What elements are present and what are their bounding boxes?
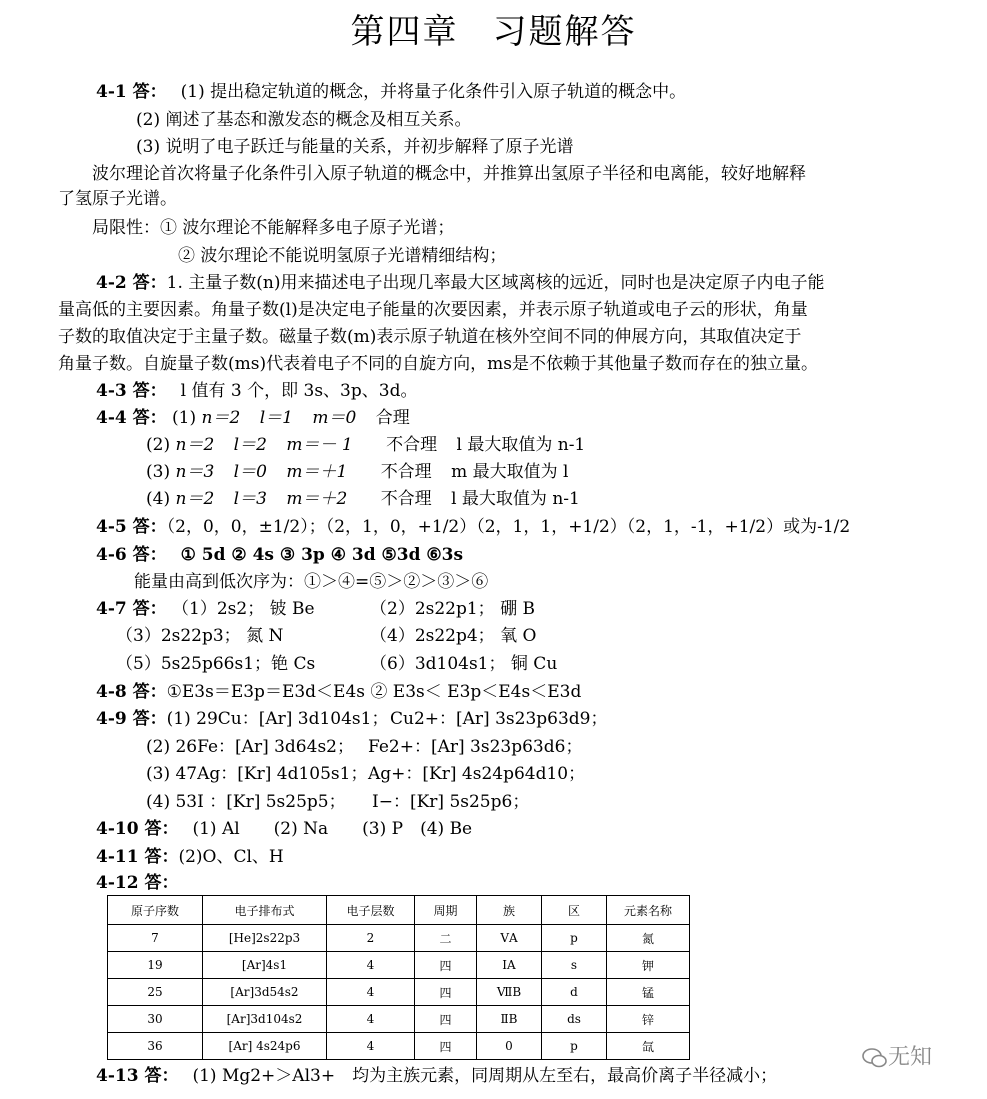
table-row — [108, 1033, 690, 1060]
cell: 0 — [477, 1033, 542, 1060]
q4-1-line3: (3) 说明了电子跃迁与能量的关系，并初步解释了原子光谱 — [136, 137, 574, 157]
q4-4-row2: (2) n＝2 l＝2 m＝－ 1 不合理 l 最大取值为 n-1 — [146, 435, 586, 455]
q4-12-label: 4-12 答： — [96, 873, 179, 893]
q4-9-ion2: Fe2+：[Ar] 3s23p63d6； — [368, 737, 583, 757]
q4-2-line1: 4-2 答：1. 主量子数(n)用来描述电子出现几率最大区域离核的远近，同时也是决定原子内电子能 — [96, 273, 825, 293]
q4-9-row2: (2) 26Fe：[Ar] 3d64s2； — [146, 737, 354, 757]
page-title: 第四章 习题解答 — [350, 12, 637, 52]
cell: 19 — [108, 952, 203, 979]
q4-1-para1: 波尔理论首次将量子化条件引入原子轨道的概念中，并推算出氢原子半径和电离能，较好地解释 — [92, 164, 806, 184]
q4-2-line3: 子数的取值决定于主量子数。磁量子数(m)表示原子轨道在核外空间不同的伸展方向，其取值决定于 — [58, 327, 802, 347]
q4-10: 4-10 答： (1) Al (2) Na (3) P (4) Be — [96, 819, 473, 839]
cell: s — [542, 952, 607, 979]
q4-4-row3: (3) n＝3 l＝0 m＝＋1 不合理 m 最大取值为 l — [146, 462, 569, 482]
cell: 锌 — [607, 1006, 690, 1033]
cell: 锰 — [607, 979, 690, 1006]
cell: 4 — [327, 952, 415, 979]
q4-9-row4: (4) 53I ：[Kr] 5s25p5； — [146, 792, 346, 812]
element-table — [107, 895, 690, 1060]
table-header: 元素名称 — [607, 896, 690, 925]
q4-13: 4-13 答： (1) Mg2+＞Al3+ 均为主族元素，同周期从左至右，最高价离子半径减小； — [96, 1066, 778, 1086]
table-row — [108, 952, 690, 979]
cell: 四 — [415, 1033, 477, 1060]
table-header: 周期 — [415, 896, 477, 925]
cell: ⅠA — [477, 952, 542, 979]
q4-9-row3: (3) 47Ag：[Kr] 4d105s1； — [146, 764, 368, 784]
table-header: 电子层数 — [327, 896, 415, 925]
cell: ⅡB — [477, 1006, 542, 1033]
q4-5: 4-5 答：（2，0，0，±1/2）；（2，1，0，+1/2）（2，1，1，+1/2）（2，1，-1，+1/2）或为-1/2 — [96, 517, 851, 537]
cell: 4 — [327, 1006, 415, 1033]
cell: ⅦB — [477, 979, 542, 1006]
cell: 氮 — [607, 925, 690, 952]
cell: 36 — [108, 1033, 203, 1060]
cell: 2 — [327, 925, 415, 952]
q4-7-item3: （3）2s22p3； 氮 N — [116, 626, 284, 646]
q4-4-row1: 4-4 答： (1) n＝2 l＝1 m＝0 合理 — [96, 408, 410, 428]
q4-7-item2: （2）2s22p1； 硼 B — [370, 599, 535, 619]
cell: 氙 — [607, 1033, 690, 1060]
cell: [Ar] 4s24p6 — [203, 1033, 327, 1060]
table-header-row — [108, 896, 690, 925]
table-header: 原子序数 — [108, 896, 203, 925]
q4-9-ion4: I−：[Kr] 5s25p6； — [372, 792, 530, 812]
q4-1-line2: (2) 阐述了基态和激发态的概念及相互关系。 — [136, 110, 472, 130]
table-row — [108, 1006, 690, 1033]
q4-2-line4: 角量子数。自旋量子数(ms)代表着电子不同的自旋方向，ms是不依赖于其他量子数而存在的独立量。 — [58, 354, 818, 374]
cell: ⅤA — [477, 925, 542, 952]
cell: 4 — [327, 1033, 415, 1060]
cell: 4 — [327, 979, 415, 1006]
cell: 四 — [415, 979, 477, 1006]
cell: p — [542, 1033, 607, 1060]
cell: d — [542, 979, 607, 1006]
q4-9-ion3: Ag+：[Kr] 4s24p64d10； — [368, 764, 586, 784]
q4-6: 4-6 答： ① 5d ② 4s ③ 3p ④ 3d ⑤3d ⑥3s — [96, 545, 464, 565]
q4-8: 4-8 答：①E3s＝E3p＝E3d＜E4s ② E3s＜ E3p＜E4s＜E3d — [96, 682, 582, 702]
q4-1-limit2: ② 波尔理论不能说明氢原子光谱精细结构； — [178, 246, 507, 266]
cell: [Ar]4s1 — [203, 952, 327, 979]
q4-7-item4: （4）2s22p4； 氧 O — [370, 626, 537, 646]
q4-4-row4: (4) n＝2 l＝3 m＝＋2 不合理 l 最大取值为 n-1 — [146, 489, 580, 509]
q4-7-item6: （6）3d104s1； 铜 Cu — [370, 654, 558, 674]
wechat-icon — [862, 1047, 888, 1069]
table-header: 电子排布式 — [203, 896, 327, 925]
cell: ds — [542, 1006, 607, 1033]
q4-2-line2: 量高低的主要因素。角量子数(l)是决定电子能量的次要因素，并表示原子轨道或电子云的形状，角量 — [58, 300, 808, 320]
q4-6-order: 能量由高到低次序为：①＞④=⑤＞②＞③＞⑥ — [134, 572, 489, 592]
cell: [Ar]3d54s2 — [203, 979, 327, 1006]
q4-1-para2: 了氢原子光谱。 — [58, 189, 177, 209]
watermark-text: 无知 — [888, 1045, 933, 1070]
cell: 30 — [108, 1006, 203, 1033]
cell: 四 — [415, 1006, 477, 1033]
q4-7-row1: 4-7 答： （1）2s2； 铍 Be — [96, 599, 315, 619]
cell: [He]2s22p3 — [203, 925, 327, 952]
cell: 25 — [108, 979, 203, 1006]
q4-1-limit1: 局限性：① 波尔理论不能解释多电子原子光谱； — [92, 218, 455, 238]
q4-9-ion1: Cu2+：[Ar] 3s23p63d9； — [390, 709, 608, 729]
cell: p — [542, 925, 607, 952]
q4-3: 4-3 答： l 值有 3 个，即 3s、3p、3d。 — [96, 381, 418, 401]
cell: 钾 — [607, 952, 690, 979]
table-header: 族 — [477, 896, 542, 925]
q4-7-item5: （5）5s25p66s1；铯 Cs — [116, 654, 316, 674]
cell: [Ar]3d104s2 — [203, 1006, 327, 1033]
q4-9-row1: 4-9 答：(1) 29Cu：[Ar] 3d104s1； — [96, 709, 389, 729]
cell: 二 — [415, 925, 477, 952]
cell: 7 — [108, 925, 203, 952]
q4-1-line1: 4-1 答： (1) 提出稳定轨道的概念，并将量子化条件引入原子轨道的概念中。 — [96, 82, 687, 102]
table-row — [108, 925, 690, 952]
cell: 四 — [415, 952, 477, 979]
watermark — [862, 1040, 932, 1071]
table-header: 区 — [542, 896, 607, 925]
table-row — [108, 979, 690, 1006]
q4-11: 4-11 答：(2)O、Cl、H — [96, 847, 284, 867]
